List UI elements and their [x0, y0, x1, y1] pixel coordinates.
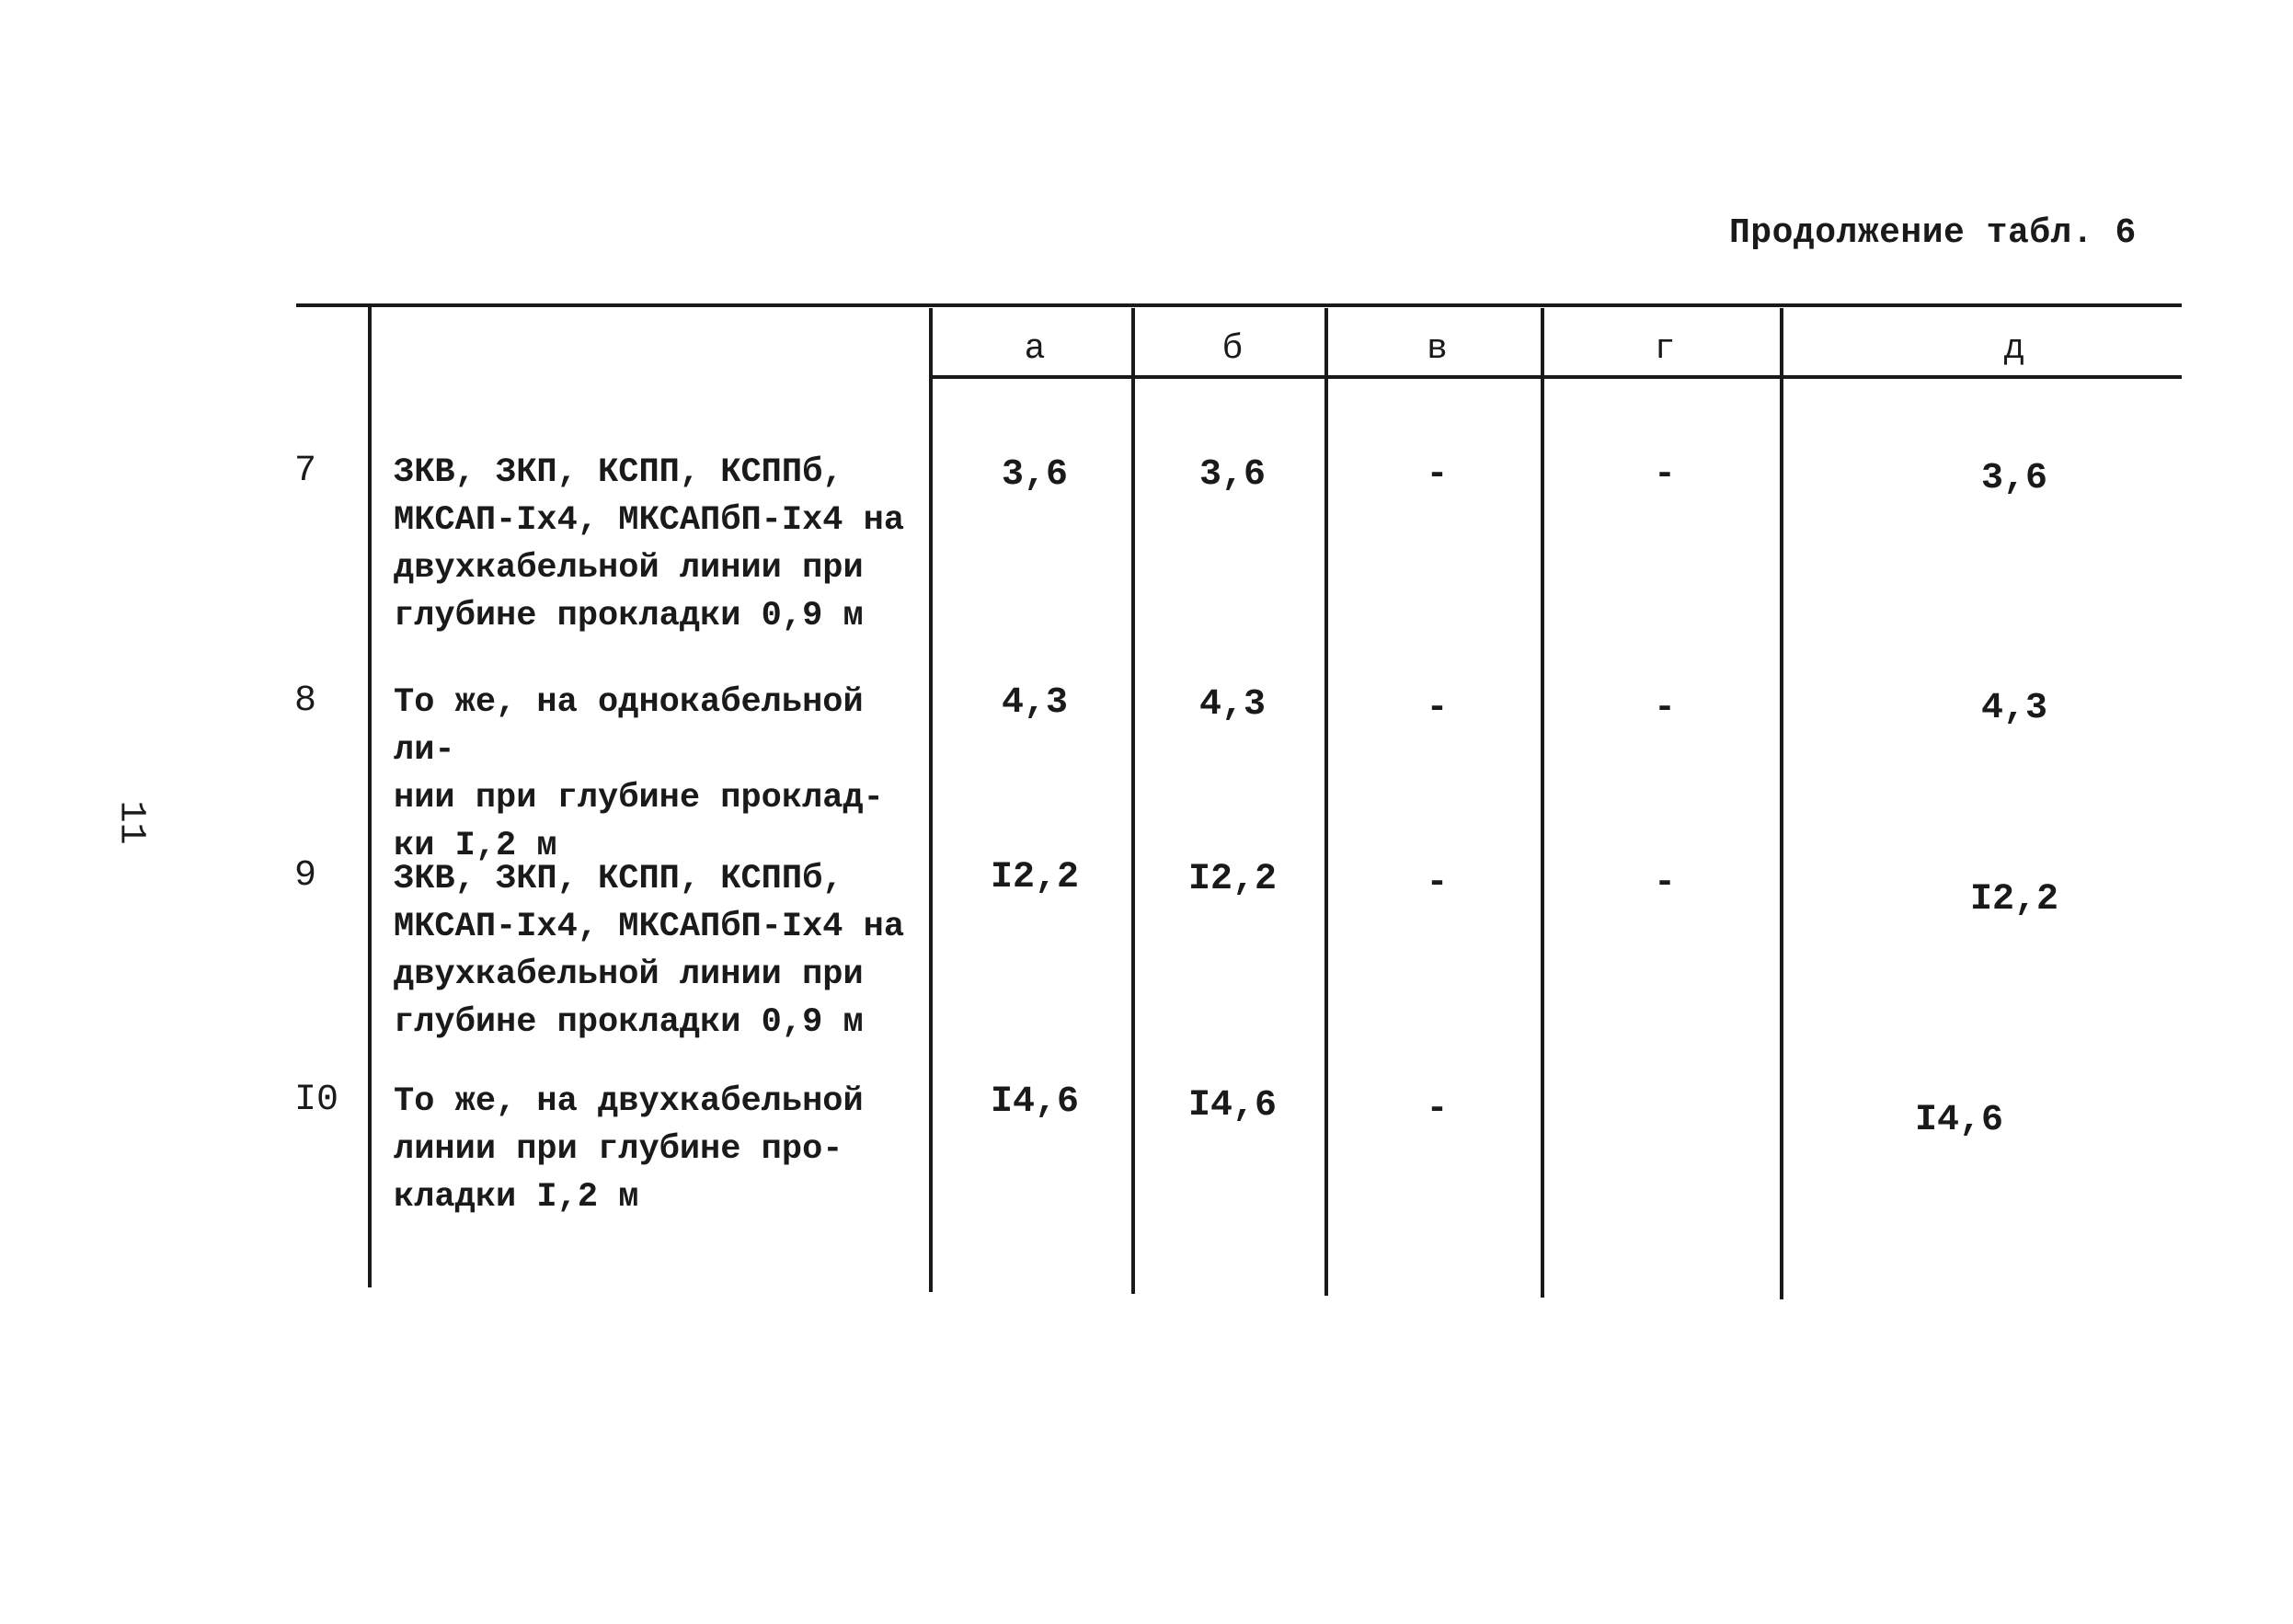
- row-number: I0: [294, 1080, 339, 1121]
- header-d: д: [2003, 329, 2025, 369]
- col-divider-num: [368, 303, 372, 1287]
- page-number: 11: [109, 800, 152, 845]
- row-number: 9: [294, 855, 317, 897]
- cell-v: -: [1426, 688, 1449, 729]
- cell-d: 4,3: [1980, 688, 2047, 729]
- row-description: То же, на двухкабельной линии при глубине про- кладки I,2 м: [394, 1082, 864, 1217]
- cell-b: 3,6: [1198, 454, 1266, 496]
- cell-b: 4,3: [1198, 684, 1266, 726]
- table-top-rule: [296, 303, 2182, 307]
- header-a: а: [1024, 329, 1046, 369]
- col-divider-desc: [929, 308, 933, 1292]
- header-g: г: [1654, 329, 1676, 369]
- cell-g: -: [1653, 688, 1676, 729]
- row-number: 7: [294, 451, 317, 492]
- cell-a: I4,6: [990, 1081, 1079, 1123]
- cell-v: -: [1426, 454, 1449, 496]
- header-bottom-rule: [929, 375, 2182, 379]
- cell-g: -: [1653, 863, 1676, 904]
- cell-d: I4,6: [1914, 1100, 2003, 1141]
- cell-b: I2,2: [1187, 859, 1277, 900]
- table-caption: Продолжение табл. 6: [1729, 213, 2137, 253]
- row-description: ЗКВ, ЗКП, КСПП, КСППб, МКСАП-Iх4, МКСАПбП-Iх4 на двухкабельной линии при глубине прокладки 0,9 м: [394, 453, 905, 635]
- row-number: 8: [294, 680, 317, 722]
- cell-a: 3,6: [1001, 454, 1068, 496]
- header-b: б: [1221, 329, 1244, 369]
- cell-b: I4,6: [1187, 1085, 1277, 1127]
- cell-a: I2,2: [990, 857, 1079, 898]
- cell-d: 3,6: [1980, 458, 2047, 499]
- header-v: в: [1427, 329, 1448, 369]
- cell-g: -: [1653, 454, 1676, 496]
- cell-a: 4,3: [1001, 682, 1068, 724]
- cell-v: -: [1426, 1089, 1449, 1130]
- cell-d: I2,2: [1969, 879, 2058, 921]
- cell-v: -: [1426, 863, 1449, 904]
- row-description: ЗКВ, ЗКП, КСПП, КСППб, МКСАП-Iх4, МКСАПбП-Iх4 на двухкабельной линии при глубине прокладки 0,9 м: [394, 860, 905, 1042]
- row-description: То же, на однокабельной ли- нии при глубине проклад- ки I,2 м: [394, 683, 884, 865]
